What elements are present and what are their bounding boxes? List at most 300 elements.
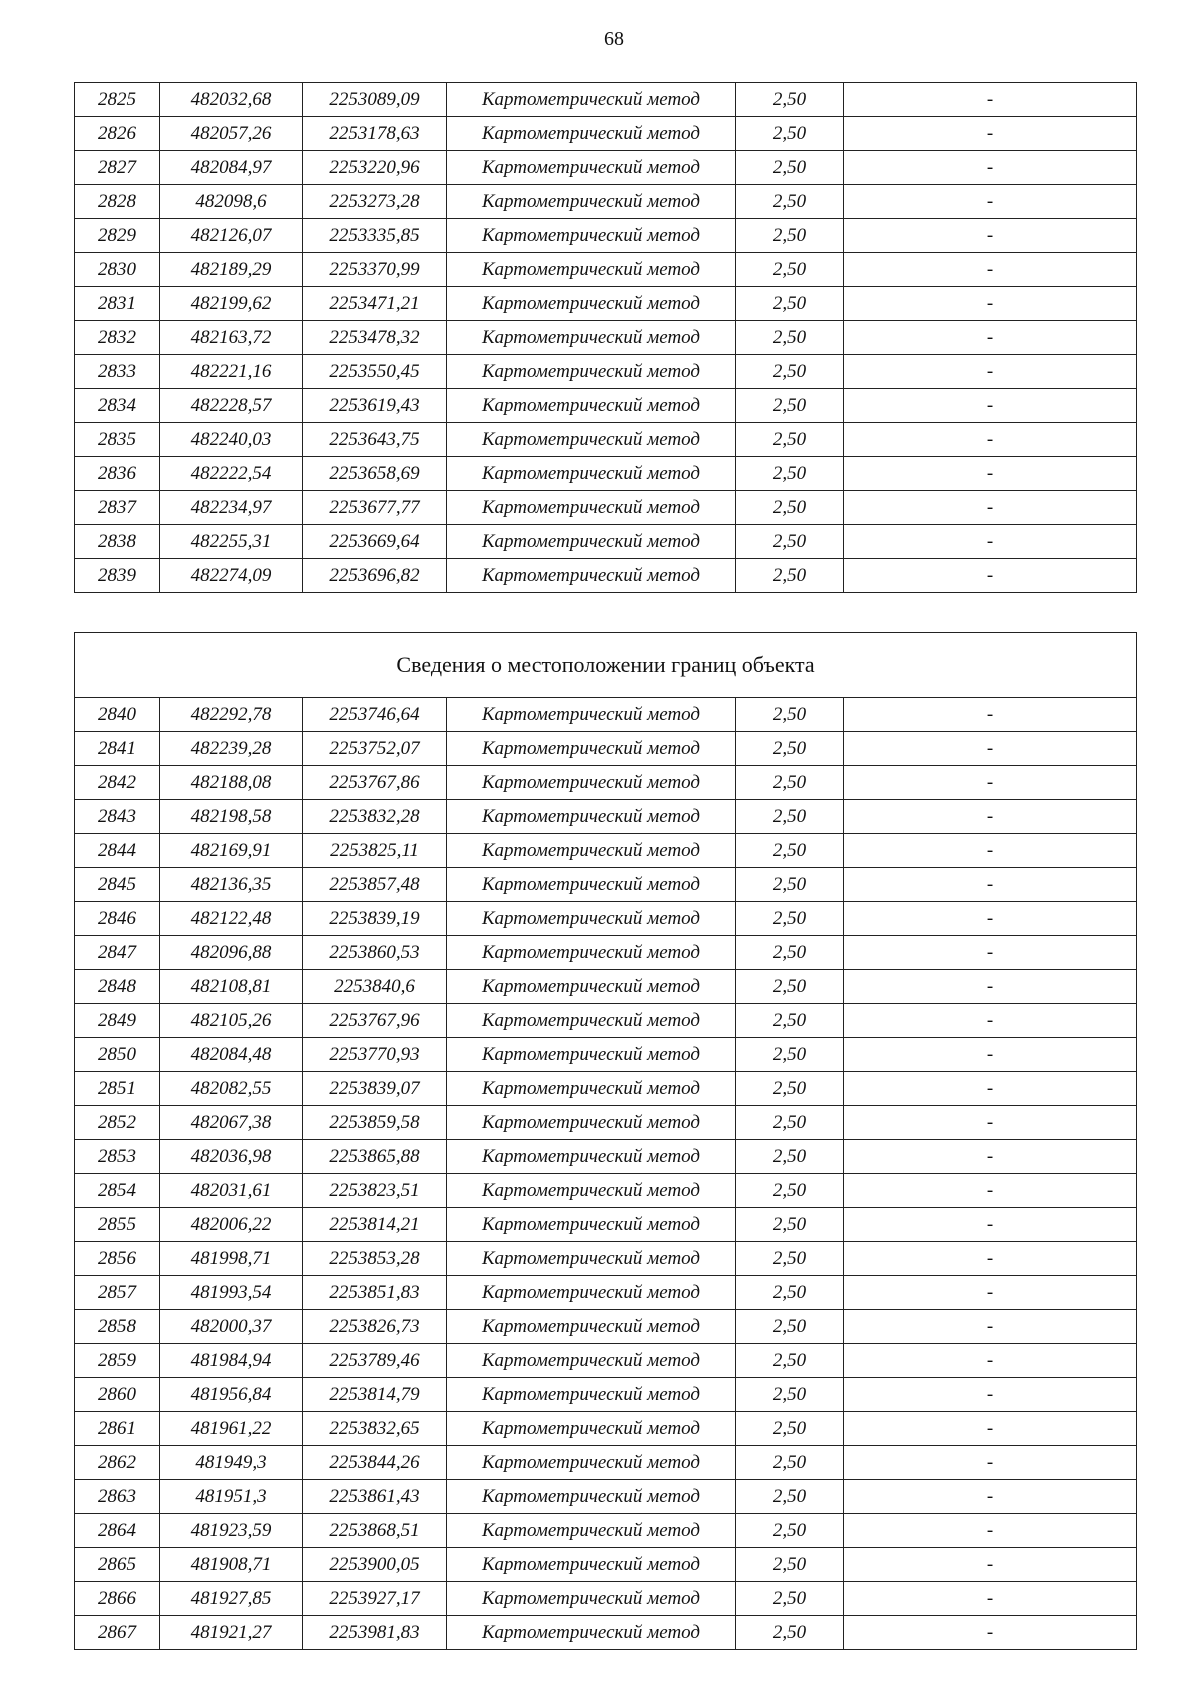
cell-method: Картометрический метод [447,732,736,766]
table-row [75,1514,1137,1548]
cell-point-number: 2847 [75,936,160,970]
cell-point-number: 2855 [75,1208,160,1242]
cell-x-coordinate: 481956,84 [160,1378,303,1412]
cell-accuracy: 2,50 [736,1140,844,1174]
cell-y-coordinate: 2253696,82 [303,559,447,593]
cell-x-coordinate: 481949,3 [160,1446,303,1480]
table-row [75,83,1137,117]
table-row [75,1446,1137,1480]
cell-x-coordinate: 481951,3 [160,1480,303,1514]
cell-x-coordinate: 482067,38 [160,1106,303,1140]
cell-y-coordinate: 2253832,65 [303,1412,447,1446]
cell-description: - [844,1140,1137,1174]
cell-description: - [844,321,1137,355]
cell-description: - [844,1174,1137,1208]
cell-x-coordinate: 482240,03 [160,423,303,457]
cell-accuracy: 2,50 [736,800,844,834]
cell-point-number: 2844 [75,834,160,868]
cell-x-coordinate: 482221,16 [160,355,303,389]
cell-method: Картометрический метод [447,868,736,902]
cell-point-number: 2828 [75,185,160,219]
cell-x-coordinate: 482122,48 [160,902,303,936]
cell-y-coordinate: 2253789,46 [303,1344,447,1378]
cell-method: Картометрический метод [447,1038,736,1072]
cell-accuracy: 2,50 [736,321,844,355]
coordinates-table-bottom [74,632,1137,1650]
cell-method: Картометрический метод [447,321,736,355]
cell-point-number: 2849 [75,1004,160,1038]
cell-x-coordinate: 482057,26 [160,117,303,151]
cell-method: Картометрический метод [447,1514,736,1548]
cell-x-coordinate: 482036,98 [160,1140,303,1174]
cell-point-number: 2863 [75,1480,160,1514]
table-row [75,1242,1137,1276]
cell-x-coordinate: 482228,57 [160,389,303,423]
cell-point-number: 2860 [75,1378,160,1412]
cell-accuracy: 2,50 [736,1582,844,1616]
cell-accuracy: 2,50 [736,287,844,321]
cell-y-coordinate: 2253861,43 [303,1480,447,1514]
cell-description: - [844,559,1137,593]
cell-method: Картометрический метод [447,936,736,970]
cell-point-number: 2830 [75,253,160,287]
cell-description: - [844,1480,1137,1514]
table-row [75,902,1137,936]
cell-point-number: 2839 [75,559,160,593]
cell-accuracy: 2,50 [736,1514,844,1548]
cell-y-coordinate: 2253370,99 [303,253,447,287]
cell-y-coordinate: 2253550,45 [303,355,447,389]
table-row [75,698,1137,732]
cell-method: Картометрический метод [447,902,736,936]
cell-accuracy: 2,50 [736,1276,844,1310]
cell-description: - [844,970,1137,1004]
cell-y-coordinate: 2253220,96 [303,151,447,185]
cell-y-coordinate: 2253746,64 [303,698,447,732]
cell-y-coordinate: 2253658,69 [303,457,447,491]
cell-x-coordinate: 482098,6 [160,185,303,219]
cell-description: - [844,457,1137,491]
cell-y-coordinate: 2253767,86 [303,766,447,800]
cell-description: - [844,185,1137,219]
cell-x-coordinate: 482169,91 [160,834,303,868]
cell-y-coordinate: 2253471,21 [303,287,447,321]
cell-description: - [844,253,1137,287]
cell-method: Картометрический метод [447,423,736,457]
cell-y-coordinate: 2253865,88 [303,1140,447,1174]
table-row [75,1174,1137,1208]
cell-method: Картометрический метод [447,766,736,800]
cell-point-number: 2829 [75,219,160,253]
cell-accuracy: 2,50 [736,423,844,457]
table-row [75,1208,1137,1242]
cell-point-number: 2825 [75,83,160,117]
cell-method: Картометрический метод [447,1072,736,1106]
cell-point-number: 2856 [75,1242,160,1276]
cell-accuracy: 2,50 [736,1548,844,1582]
cell-description: - [844,1344,1137,1378]
cell-method: Картометрический метод [447,1378,736,1412]
cell-y-coordinate: 2253981,83 [303,1616,447,1650]
cell-y-coordinate: 2253860,53 [303,936,447,970]
cell-method: Картометрический метод [447,559,736,593]
cell-x-coordinate: 481921,27 [160,1616,303,1650]
cell-description: - [844,491,1137,525]
cell-x-coordinate: 481993,54 [160,1276,303,1310]
cell-point-number: 2866 [75,1582,160,1616]
cell-method: Картометрический метод [447,1344,736,1378]
cell-y-coordinate: 2253927,17 [303,1582,447,1616]
cell-point-number: 2846 [75,902,160,936]
cell-point-number: 2864 [75,1514,160,1548]
cell-method: Картометрический метод [447,457,736,491]
table-row [75,834,1137,868]
cell-accuracy: 2,50 [736,219,844,253]
cell-x-coordinate: 482292,78 [160,698,303,732]
table-row [75,355,1137,389]
cell-method: Картометрический метод [447,1480,736,1514]
cell-y-coordinate: 2253767,96 [303,1004,447,1038]
cell-x-coordinate: 482082,55 [160,1072,303,1106]
cell-accuracy: 2,50 [736,766,844,800]
cell-x-coordinate: 482136,35 [160,868,303,902]
cell-description: - [844,1412,1137,1446]
cell-method: Картометрический метод [447,117,736,151]
table-row [75,1616,1137,1650]
cell-accuracy: 2,50 [736,936,844,970]
cell-method: Картометрический метод [447,1412,736,1446]
cell-y-coordinate: 2253814,21 [303,1208,447,1242]
cell-description: - [844,1446,1137,1480]
cell-accuracy: 2,50 [736,1038,844,1072]
cell-accuracy: 2,50 [736,525,844,559]
cell-accuracy: 2,50 [736,355,844,389]
table-row [75,1140,1137,1174]
cell-point-number: 2826 [75,117,160,151]
cell-y-coordinate: 2253089,09 [303,83,447,117]
cell-method: Картометрический метод [447,1548,736,1582]
cell-point-number: 2843 [75,800,160,834]
cell-x-coordinate: 482274,09 [160,559,303,593]
cell-accuracy: 2,50 [736,185,844,219]
cell-method: Картометрический метод [447,389,736,423]
cell-x-coordinate: 482198,58 [160,800,303,834]
table-row [75,732,1137,766]
cell-y-coordinate: 2253857,48 [303,868,447,902]
cell-x-coordinate: 482084,97 [160,151,303,185]
cell-accuracy: 2,50 [736,970,844,1004]
cell-description: - [844,698,1137,732]
cell-description: - [844,800,1137,834]
table-row [75,1106,1137,1140]
cell-method: Картометрический метод [447,1174,736,1208]
cell-accuracy: 2,50 [736,868,844,902]
cell-description: - [844,1072,1137,1106]
cell-point-number: 2861 [75,1412,160,1446]
cell-point-number: 2845 [75,868,160,902]
cell-method: Картометрический метод [447,1242,736,1276]
cell-point-number: 2851 [75,1072,160,1106]
cell-x-coordinate: 482006,22 [160,1208,303,1242]
table-row [75,1276,1137,1310]
cell-accuracy: 2,50 [736,902,844,936]
cell-method: Картометрический метод [447,1004,736,1038]
cell-description: - [844,525,1137,559]
table-row [75,185,1137,219]
cell-point-number: 2858 [75,1310,160,1344]
cell-y-coordinate: 2253478,32 [303,321,447,355]
cell-method: Картометрический метод [447,355,736,389]
cell-x-coordinate: 481908,71 [160,1548,303,1582]
table-row [75,117,1137,151]
cell-method: Картометрический метод [447,219,736,253]
cell-y-coordinate: 2253178,63 [303,117,447,151]
cell-point-number: 2859 [75,1344,160,1378]
cell-accuracy: 2,50 [736,1378,844,1412]
cell-accuracy: 2,50 [736,389,844,423]
cell-x-coordinate: 482255,31 [160,525,303,559]
cell-point-number: 2840 [75,698,160,732]
cell-method: Картометрический метод [447,491,736,525]
cell-description: - [844,868,1137,902]
cell-y-coordinate: 2253814,79 [303,1378,447,1412]
section-header-row [75,633,1137,698]
cell-point-number: 2833 [75,355,160,389]
cell-method: Картометрический метод [447,287,736,321]
cell-point-number: 2838 [75,525,160,559]
cell-x-coordinate: 482000,37 [160,1310,303,1344]
cell-point-number: 2853 [75,1140,160,1174]
cell-method: Картометрический метод [447,800,736,834]
table-row [75,389,1137,423]
cell-y-coordinate: 2253273,28 [303,185,447,219]
cell-method: Картометрический метод [447,253,736,287]
cell-y-coordinate: 2253677,77 [303,491,447,525]
cell-y-coordinate: 2253643,75 [303,423,447,457]
cell-accuracy: 2,50 [736,83,844,117]
cell-y-coordinate: 2253826,73 [303,1310,447,1344]
table-row [75,219,1137,253]
cell-method: Картометрический метод [447,1276,736,1310]
cell-x-coordinate: 482096,88 [160,936,303,970]
cell-description: - [844,1616,1137,1650]
cell-accuracy: 2,50 [736,1208,844,1242]
cell-accuracy: 2,50 [736,1242,844,1276]
cell-method: Картометрический метод [447,151,736,185]
cell-description: - [844,1514,1137,1548]
cell-x-coordinate: 481927,85 [160,1582,303,1616]
table-row [75,151,1137,185]
table-row [75,766,1137,800]
cell-accuracy: 2,50 [736,834,844,868]
cell-accuracy: 2,50 [736,1616,844,1650]
cell-accuracy: 2,50 [736,1446,844,1480]
cell-y-coordinate: 2253825,11 [303,834,447,868]
cell-y-coordinate: 2253900,05 [303,1548,447,1582]
cell-x-coordinate: 482222,54 [160,457,303,491]
cell-description: - [844,1242,1137,1276]
table-row [75,321,1137,355]
cell-x-coordinate: 482199,62 [160,287,303,321]
cell-description: - [844,219,1137,253]
cell-x-coordinate: 482126,07 [160,219,303,253]
cell-point-number: 2841 [75,732,160,766]
table-row [75,1004,1137,1038]
cell-point-number: 2857 [75,1276,160,1310]
cell-accuracy: 2,50 [736,1480,844,1514]
cell-accuracy: 2,50 [736,698,844,732]
cell-accuracy: 2,50 [736,1072,844,1106]
cell-method: Картометрический метод [447,1310,736,1344]
cell-point-number: 2852 [75,1106,160,1140]
cell-y-coordinate: 2253832,28 [303,800,447,834]
cell-accuracy: 2,50 [736,1310,844,1344]
table-row [75,1038,1137,1072]
cell-description: - [844,151,1137,185]
cell-y-coordinate: 2253335,85 [303,219,447,253]
cell-method: Картометрический метод [447,698,736,732]
cell-description: - [844,423,1137,457]
cell-description: - [844,355,1137,389]
cell-x-coordinate: 482031,61 [160,1174,303,1208]
cell-point-number: 2848 [75,970,160,1004]
cell-accuracy: 2,50 [736,151,844,185]
cell-y-coordinate: 2253839,07 [303,1072,447,1106]
cell-description: - [844,1582,1137,1616]
cell-point-number: 2827 [75,151,160,185]
table-row [75,457,1137,491]
cell-method: Картометрический метод [447,1140,736,1174]
table-row [75,253,1137,287]
cell-accuracy: 2,50 [736,1174,844,1208]
table-row [75,1378,1137,1412]
cell-accuracy: 2,50 [736,559,844,593]
cell-accuracy: 2,50 [736,1412,844,1446]
cell-description: - [844,117,1137,151]
cell-x-coordinate: 482188,08 [160,766,303,800]
page-number: 68 [604,28,624,50]
cell-y-coordinate: 2253669,64 [303,525,447,559]
table-row [75,491,1137,525]
cell-y-coordinate: 2253840,6 [303,970,447,1004]
cell-x-coordinate: 482239,28 [160,732,303,766]
cell-x-coordinate: 482032,68 [160,83,303,117]
cell-point-number: 2850 [75,1038,160,1072]
cell-method: Картометрический метод [447,1616,736,1650]
cell-y-coordinate: 2253770,93 [303,1038,447,1072]
cell-description: - [844,83,1137,117]
table-row [75,525,1137,559]
table-row [75,287,1137,321]
cell-point-number: 2831 [75,287,160,321]
cell-accuracy: 2,50 [736,1344,844,1378]
cell-accuracy: 2,50 [736,732,844,766]
cell-y-coordinate: 2253752,07 [303,732,447,766]
cell-x-coordinate: 482084,48 [160,1038,303,1072]
cell-description: - [844,1038,1137,1072]
cell-method: Картометрический метод [447,185,736,219]
coordinates-table-top [74,82,1137,593]
table-row [75,1412,1137,1446]
cell-accuracy: 2,50 [736,457,844,491]
cell-description: - [844,834,1137,868]
cell-y-coordinate: 2253619,43 [303,389,447,423]
cell-method: Картометрический метод [447,83,736,117]
cell-method: Картометрический метод [447,834,736,868]
cell-description: - [844,766,1137,800]
cell-x-coordinate: 482163,72 [160,321,303,355]
cell-accuracy: 2,50 [736,491,844,525]
cell-y-coordinate: 2253851,83 [303,1276,447,1310]
cell-description: - [844,1208,1137,1242]
cell-description: - [844,1310,1137,1344]
cell-x-coordinate: 482189,29 [160,253,303,287]
cell-x-coordinate: 481984,94 [160,1344,303,1378]
cell-point-number: 2835 [75,423,160,457]
table-row [75,1310,1137,1344]
cell-description: - [844,1004,1137,1038]
cell-x-coordinate: 481998,71 [160,1242,303,1276]
section-title: Сведения о местоположении границ объекта [75,633,1137,698]
cell-accuracy: 2,50 [736,253,844,287]
cell-method: Картометрический метод [447,525,736,559]
cell-description: - [844,389,1137,423]
cell-description: - [844,287,1137,321]
table-row [75,1582,1137,1616]
cell-point-number: 2865 [75,1548,160,1582]
cell-point-number: 2836 [75,457,160,491]
cell-point-number: 2862 [75,1446,160,1480]
cell-method: Картометрический метод [447,1106,736,1140]
table-row [75,868,1137,902]
cell-description: - [844,902,1137,936]
table-row [75,1072,1137,1106]
cell-point-number: 2834 [75,389,160,423]
cell-y-coordinate: 2253844,26 [303,1446,447,1480]
cell-description: - [844,732,1137,766]
cell-y-coordinate: 2253823,51 [303,1174,447,1208]
cell-point-number: 2842 [75,766,160,800]
cell-y-coordinate: 2253859,58 [303,1106,447,1140]
cell-point-number: 2837 [75,491,160,525]
table-row [75,1480,1137,1514]
cell-accuracy: 2,50 [736,1004,844,1038]
table-row [75,559,1137,593]
cell-x-coordinate: 481961,22 [160,1412,303,1446]
cell-x-coordinate: 482234,97 [160,491,303,525]
cell-y-coordinate: 2253868,51 [303,1514,447,1548]
cell-method: Картометрический метод [447,970,736,1004]
cell-description: - [844,1276,1137,1310]
table-row [75,800,1137,834]
cell-x-coordinate: 482108,81 [160,970,303,1004]
cell-description: - [844,936,1137,970]
cell-accuracy: 2,50 [736,1106,844,1140]
cell-description: - [844,1548,1137,1582]
cell-point-number: 2854 [75,1174,160,1208]
table-row [75,423,1137,457]
cell-method: Картометрический метод [447,1208,736,1242]
cell-point-number: 2832 [75,321,160,355]
cell-x-coordinate: 482105,26 [160,1004,303,1038]
table-row [75,936,1137,970]
cell-point-number: 2867 [75,1616,160,1650]
cell-x-coordinate: 481923,59 [160,1514,303,1548]
table-row [75,1344,1137,1378]
cell-description: - [844,1106,1137,1140]
cell-description: - [844,1378,1137,1412]
cell-method: Картометрический метод [447,1582,736,1616]
